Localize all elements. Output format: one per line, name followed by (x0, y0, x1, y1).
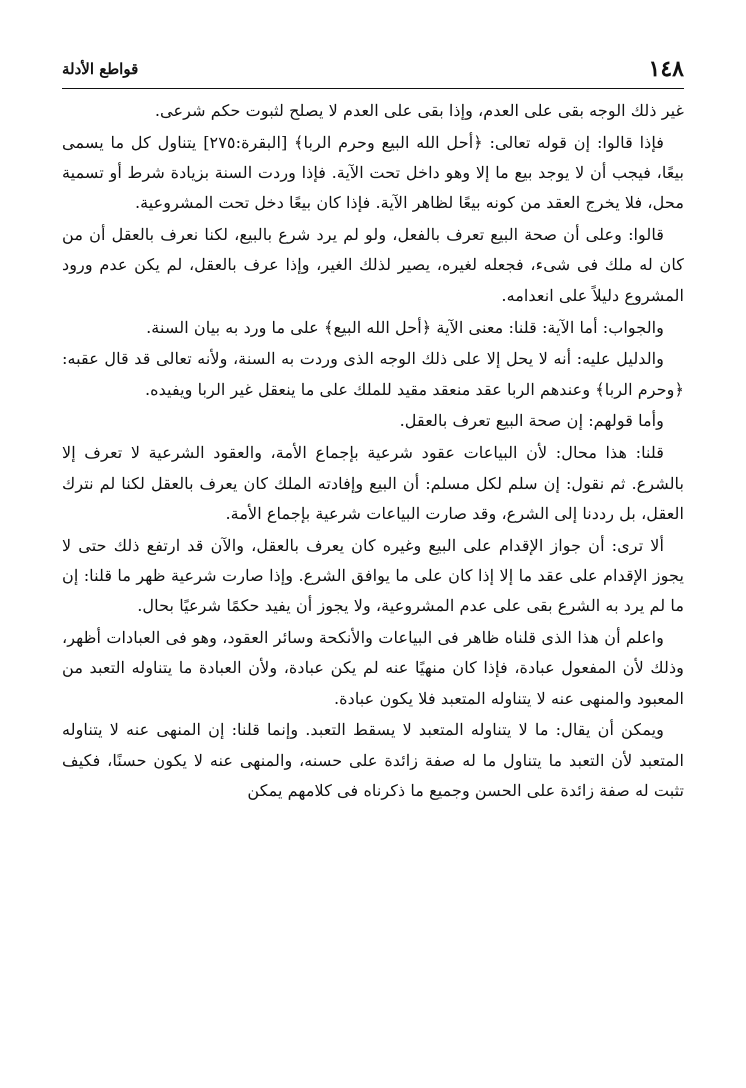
paragraph: والدليل عليه: أنه لا يحل إلا على ذلك الوجه الذى وردت به السنة، ولأنه تعالى قد قال عقبه: ﴿وحرم الربا﴾ وعندهم الربا عقد منعقد مقيد للملك على ما ينعقل غير الربا ويفيده. (62, 349, 684, 399)
page-header (62, 54, 684, 89)
body-text (62, 96, 684, 808)
running-title: قواطع الأدلة (62, 60, 139, 78)
paragraph: واعلم أن هذا الذى قلناه ظاهر فى البياعات والأنكحة وسائر العقود، وهو فى العبادات أظهر، وذلك لأن المفعول عبادة، فإذا كان منهيًا عنه لم يكن عبادة، ولأن العبادة ما يتناوله التعبد من المعبود والمنهى عنه لا يتناوله المتعبد فلا يكون عبادة. (62, 628, 684, 708)
paragraph: والجواب: أما الآية: قلنا: معنى الآية ﴿أحل الله البيع﴾ على ما ورد به بيان السنة. (146, 317, 664, 337)
page-number: ١٤٨ (648, 56, 684, 82)
paragraph: ويمكن أن يقال: ما لا يتناوله المتعبد لا يسقط التعبد. وإنما قلنا: إن المنهى عنه لا يتناوله المتعبد لأن التعبد ما يتناول ما له صفة زائدة على حسنه، والمنهى عنه لا يكون حسنًا، فكيف تثبت له صفة زائدة على الحسن وجميع ما ذكرناه فى كلامهم يمكن (62, 720, 684, 801)
paragraph: قلنا: هذا محال: لأن البياعات عقود شرعية بإجماع الأمة، والعقود الشرعية لا تعرف إلا بالشرع. ثم نقول: إن سلم لكل مسلم: أن البيع وإفادته الملك كان يعرف بالعقل لكنا لم نترك العقل، بل رددنا إلى الشرع، وقد صارت البياعات شرعية بإجماع الأمة. (62, 443, 684, 523)
paragraph: غير ذلك الوجه بقى على العدم، وإذا بقى على العدم لا يصلح لثبوت حكم شرعى. (154, 101, 684, 120)
paragraph: ألا ترى: أن جواز الإقدام على البيع وغيره كان يعرف بالعقل، والآن قد ارتفع ذلك حتى لا يجوز الإقدام على عقد ما إلا إذا كان على ما يوافق الشرع. وإذا صارت شرعية ظهر ما قلنا: إن ما لم يرد به الشرع بقى على عدم المشروعية، ولا يجوز أن يفيد حكمًا شرعيًا بحال. (62, 535, 684, 616)
paragraph: وأما قولهم: إن صحة البيع تعرف بالعقل. (399, 411, 664, 431)
paragraph: قالوا: وعلى أن صحة البيع تعرف بالفعل، ولو لم يرد شرع بالبيع، لكنا نعرف بالعقل أن من كان له ملك فى شىء، فجعله لغيره، يصير لذلك الغير، وإذا عرف بالعقل، لم يكن عدم ورود المشروع دليلاً على انعدامه. (62, 225, 684, 305)
paragraph: فإذا قالوا: إن قوله تعالى: ﴿أحل الله البيع وحرم الربا﴾ [البقرة:٢٧٥] يتناول كل ما يسمى بيعًا، فيجب أن لا يوجد بيع ما إلا وهو داخل تحت الآية. فإذا وردت السنة بزيادة شرط أو تسمية محل، فلا يخرج العقد من كونه بيعًا لظاهر الآية. فإذا كان بيعًا دخل تحت المشروعية. (62, 132, 684, 213)
